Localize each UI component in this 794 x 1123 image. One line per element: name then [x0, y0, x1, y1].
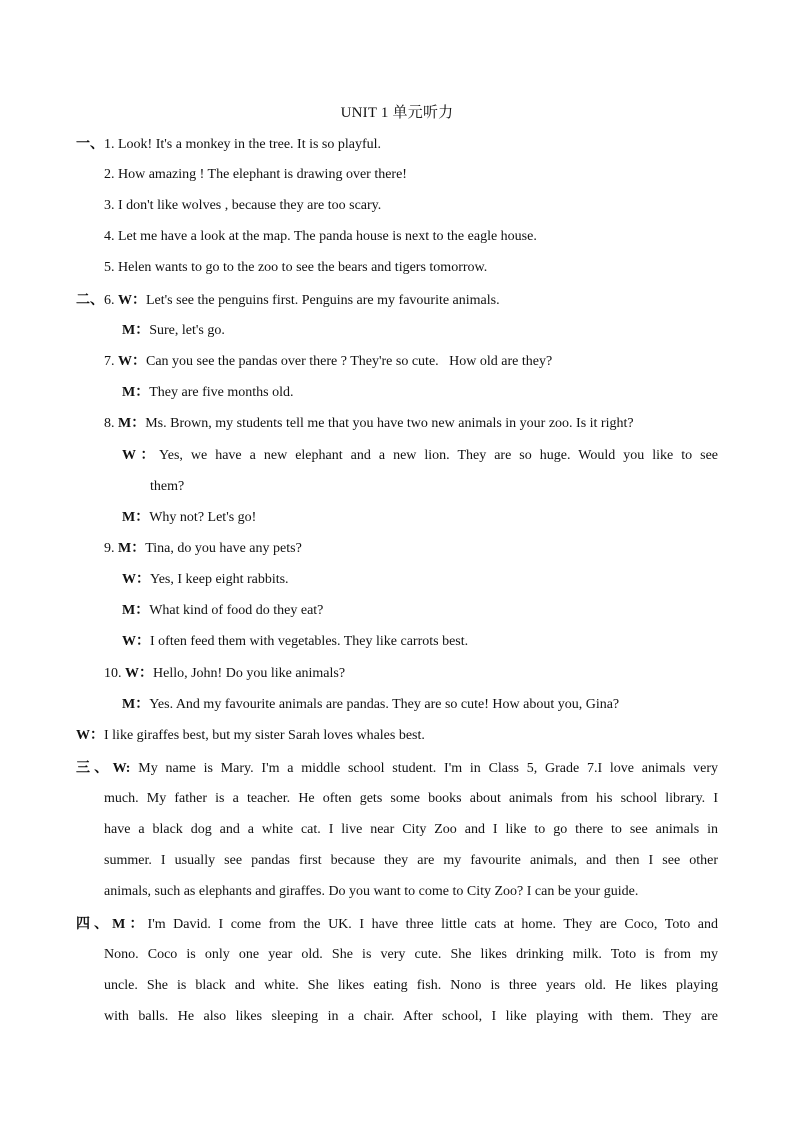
item-number: 9.: [104, 541, 115, 556]
section-2-line-10w: [104, 664, 345, 684]
speaker-label: W：: [122, 634, 150, 649]
item-number: 6.: [104, 293, 115, 308]
section-2-line-8m2: [122, 508, 256, 528]
line-text: Let's see the penguins first. Penguins are my favourite animals.: [146, 293, 500, 308]
speaker-label: W：: [122, 448, 160, 463]
line-text: 5. Helen wants to go to the zoo to see the bears and tigers tomorrow.: [104, 260, 488, 275]
section-marker: 三、: [76, 760, 113, 776]
speaker-label: M：: [122, 603, 150, 618]
line-text: Can you see the pandas over there ? They're so cute. How old are they?: [146, 354, 553, 369]
speaker-label: M：: [118, 541, 146, 556]
line-text: Sure, let's go.: [149, 323, 225, 338]
section-2-line-6m: [122, 321, 225, 341]
section-2-line-10m: [122, 695, 619, 715]
speaker-label: M：: [118, 416, 146, 431]
section-2-line-9w: [122, 570, 289, 590]
line-text: Nono. Coco is only one year old. She is very cute. She likes drinking milk. Toto is from my: [104, 947, 718, 962]
item-number: 8.: [104, 416, 115, 431]
item-number: 10.: [104, 666, 122, 681]
section-2-line-8w-cont: [150, 477, 184, 497]
section-4-line-3: [104, 976, 718, 996]
speaker-label: W:: [112, 761, 131, 776]
speaker-label: M：: [122, 510, 150, 525]
section-2-line-8m: [104, 414, 634, 434]
line-text: 2. How amazing ! The elephant is drawing over there!: [104, 167, 407, 182]
line-text: I like giraffes best, but my sister Sarah loves whales best.: [104, 728, 425, 743]
line-text: Ms. Brown, my students tell me that you have two new animals in your zoo. Is it right?: [145, 416, 634, 431]
section-3-line-3: [104, 820, 718, 840]
line-text: What kind of food do they eat?: [149, 603, 324, 618]
section-marker: 一、: [76, 136, 104, 152]
section-2-line-7m: [122, 383, 293, 403]
line-text: have a black dog and a white cat. I live near City Zoo and I like to go there to see animals in: [104, 822, 718, 837]
document-title: UNIT 1 单元听力: [340, 105, 454, 121]
speaker-label: W：: [118, 354, 146, 369]
line-text: animals, such as elephants and giraffes. Do you want to come to City Zoo? I can be your guide.: [104, 884, 639, 899]
section-2-line-9m2: [122, 601, 323, 621]
section-3-line-2: [104, 789, 718, 809]
line-text: My name is Mary. I'm a middle school student. I'm in Class 5, Grade 7.I love animals very: [138, 761, 719, 776]
section-2-line-8w: [122, 446, 718, 466]
line-text: them?: [150, 479, 185, 494]
section-4-line-2: [104, 945, 718, 965]
line-text: They are five months old.: [149, 385, 294, 400]
item-number: 7.: [104, 354, 115, 369]
speaker-label: W：: [118, 293, 146, 308]
line-text: 4. Let me have a look at the map. The panda house is next to the eagle house.: [104, 229, 537, 244]
section-marker: 四、: [76, 916, 113, 932]
section-3-line-5: [104, 882, 638, 902]
speaker-label: M：: [122, 323, 150, 338]
speaker-label: W：: [76, 728, 104, 743]
section-4-line-4: [104, 1007, 718, 1027]
section-2-line-10w2: [76, 726, 425, 746]
line-text: 1. Look! It's a monkey in the tree. It is so playful.: [104, 137, 382, 152]
speaker-label: W：: [122, 572, 150, 587]
section-4-line-1: [76, 914, 718, 935]
line-text: uncle. She is black and white. She likes eating fish. Nono is three years old. He likes playing: [104, 978, 718, 993]
line-text: Why not? Let's go!: [149, 510, 257, 525]
section-2-line-6w: [76, 290, 500, 311]
section-2-line-7w: [104, 352, 552, 372]
line-text: 3. I don't like wolves , because they are too scary.: [104, 198, 382, 213]
line-text: with balls. He also likes sleeping in a chair. After school, I like playing with them. They are: [104, 1009, 718, 1024]
section-3-line-1: [76, 758, 718, 779]
section-2-line-9w2: [122, 632, 468, 652]
section-1-line-1: [76, 134, 381, 155]
line-text: Yes. And my favourite animals are pandas. They are so cute! How about you, Gina?: [149, 697, 620, 712]
speaker-label: M：: [112, 917, 148, 932]
section-2-line-9m: [104, 539, 302, 559]
section-3-line-4: [104, 851, 718, 871]
line-text: Tina, do you have any pets?: [145, 541, 302, 556]
line-text: Yes, we have a new elephant and a new lion. They are so huge. Would you like to see: [159, 448, 718, 463]
line-text: I'm David. I come from the UK. I have three little cats at home. They are Coco, Toto and: [147, 917, 719, 932]
section-1-line-2: [104, 165, 407, 185]
line-text: Yes, I keep eight rabbits.: [150, 572, 289, 587]
speaker-label: M：: [122, 385, 150, 400]
line-text: I often feed them with vegetables. They like carrots best.: [150, 634, 469, 649]
section-1-line-5: [104, 258, 487, 278]
line-text: Hello, John! Do you like animals?: [153, 666, 346, 681]
speaker-label: W：: [125, 666, 153, 681]
speaker-label: M：: [122, 697, 150, 712]
section-1-line-3: [104, 196, 381, 216]
section-1-line-4: [104, 227, 537, 247]
line-text: much. My father is a teacher. He often gets some books about animals from his school library. I: [104, 791, 718, 806]
section-marker: 二、: [76, 292, 104, 308]
line-text: summer. I usually see pandas first because they are my favourite animals, and then I see other: [104, 853, 718, 868]
